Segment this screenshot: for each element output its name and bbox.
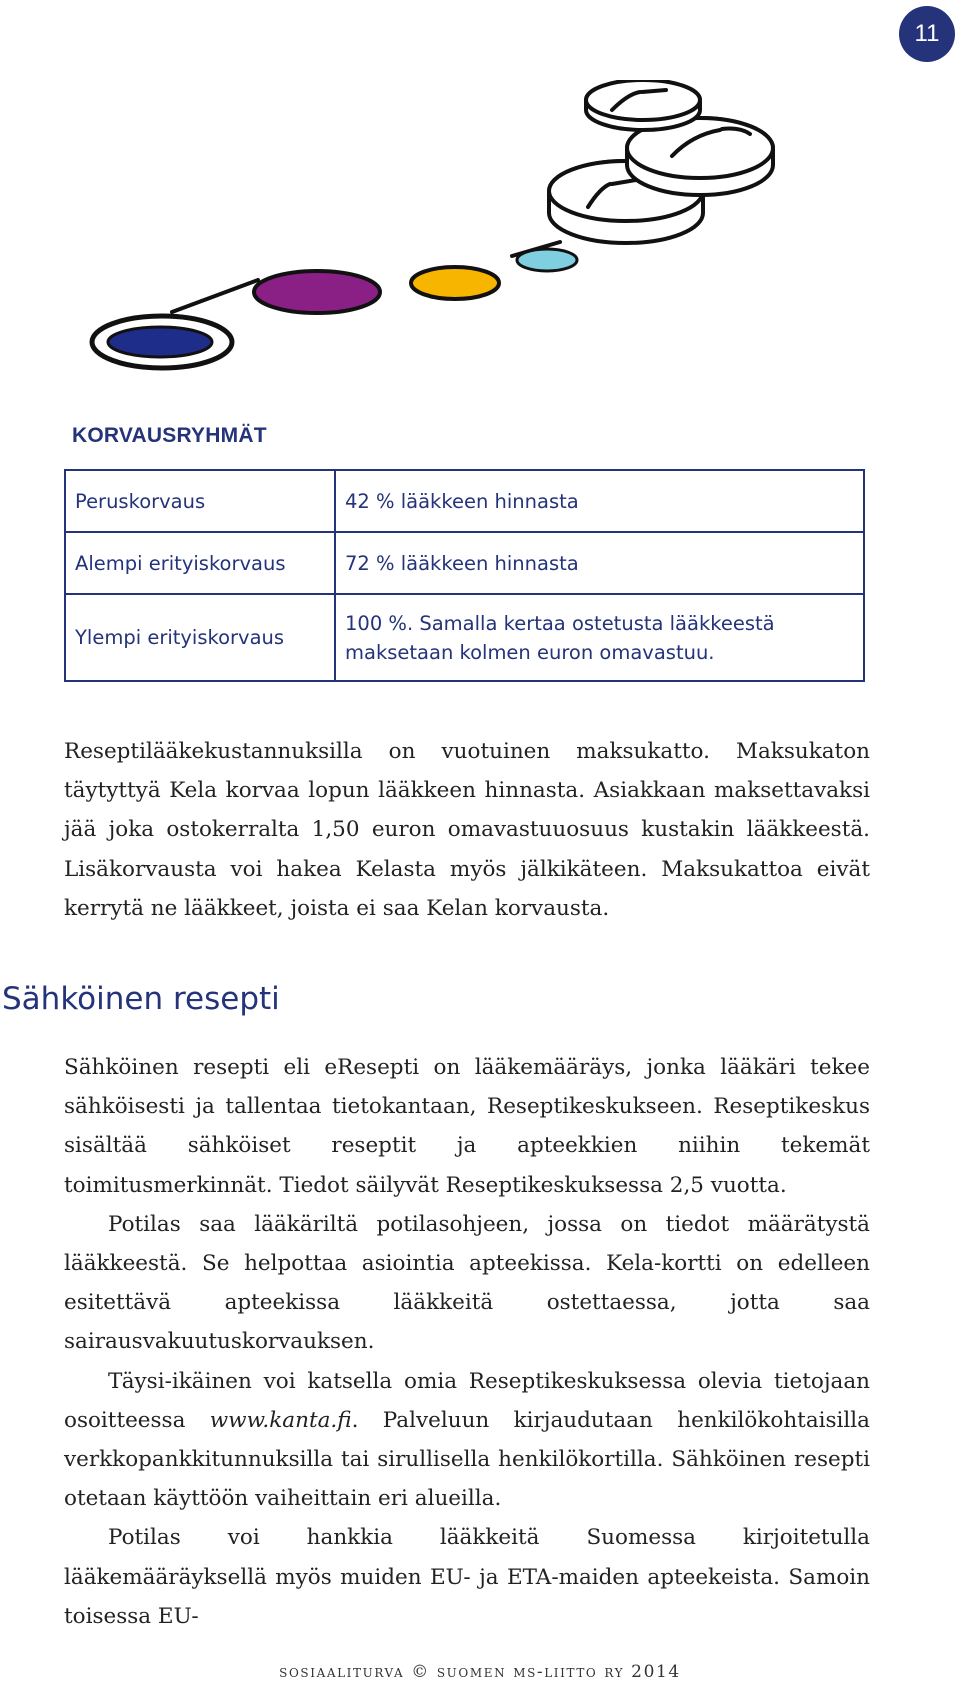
table-cell-group: Peruskorvaus bbox=[65, 470, 335, 532]
page-number: 11 bbox=[899, 6, 955, 62]
paragraph-text-part: . Palveluun kirjaudutaan henkilökohtaisilla verkkopankkitunnuksilla tai sirullisella henkilökortilla. Sähköinen resepti otetaan käyttöön vaiheittain eri alueilla. bbox=[64, 1407, 870, 1512]
paragraph-maksukatto bbox=[64, 732, 870, 928]
korvausryhmat-table bbox=[64, 469, 865, 682]
kanta-link[interactable]: www.kanta.fi bbox=[209, 1407, 352, 1433]
table-cell-group: Ylempi erityiskorvaus bbox=[65, 594, 335, 681]
table-row bbox=[65, 470, 864, 532]
paragraph-text: Sähköinen resepti eli eResepti on lääkemääräys, jonka lääkäri tekee sähköisesti ja tallentaa tietokantaan, Reseptikeskukseen. Reseptikeskus sisältää sähköiset reseptit ja apteekkien niihin tekemät toimitusmerkinnät. Tiedot säilyvät Reseptikeskuksessa 2,5 vuotta. bbox=[64, 1055, 870, 1198]
table-row bbox=[65, 594, 864, 681]
table-cell-rate-line: maksetaan kolmen euron omavastuu. bbox=[345, 640, 715, 664]
table-cell-rate: 72 % lääkkeen hinnasta bbox=[335, 532, 864, 594]
paragraph-text: Reseptilääkekustannuksilla on vuotuinen maksukatto. Maksukaton täytyttyä Kela korvaa lopun lääkkeen hinnasta. Asiakkaan maksettavaksi jää joka ostokerralta 1,50 euron omavastuuosuus kustakin lääkkeestä. Lisäkorvausta voi hakea Kelasta myös jälkikäteen. Maksukattoa eivät kerrytä ne lääkkeet, joista ei saa Kelan korvausta. bbox=[64, 739, 870, 921]
page-footer: sosiaaliturva © suomen ms-liitto ry 2014 bbox=[279, 1662, 681, 1682]
white-tablet-icon bbox=[586, 80, 700, 130]
paragraph-text-part: Täysi-ikäinen voi katsella omia Reseptikeskuksessa olevia tietojaan osoitteessa bbox=[64, 1368, 870, 1433]
dark-blue-pill-icon bbox=[92, 316, 232, 368]
yellow-pill-icon bbox=[411, 267, 499, 299]
table-cell-rate: 42 % lääkkeen hinnasta bbox=[335, 470, 864, 532]
section-heading: Sähköinen resepti bbox=[2, 981, 280, 1017]
table-title: KORVAUSRYHMÄT bbox=[72, 424, 267, 447]
table-cell-rate bbox=[335, 594, 864, 681]
paragraph-text bbox=[64, 1362, 870, 1519]
purple-pill-icon bbox=[254, 271, 380, 313]
pill-chain-illustration bbox=[80, 80, 850, 380]
paragraph-text: Potilas voi hankkia lääkkeitä Suomessa kirjoitetulla lääkemääräyksellä myös muiden EU- ja ETA-maiden apteekeista. Samoin toisessa EU- bbox=[64, 1525, 870, 1629]
table-row bbox=[65, 532, 864, 594]
table-cell-group: Alempi erityiskorvaus bbox=[65, 532, 335, 594]
section-body bbox=[64, 1048, 870, 1636]
light-blue-pill-icon bbox=[517, 249, 577, 271]
table-cell-rate-line: 100 %. Samalla kertaa ostetusta lääkkeestä bbox=[345, 611, 775, 635]
paragraph-text: Potilas saa lääkäriltä potilasohjeen, jossa on tiedot määrätystä lääkkeestä. Se helpottaa asiointia apteekissa. Kela-kortti on edelleen esitettävä apteekissa lääkkeitä ostettaessa, jotta saa sairausvakuutuskorvauksen. bbox=[64, 1211, 870, 1355]
